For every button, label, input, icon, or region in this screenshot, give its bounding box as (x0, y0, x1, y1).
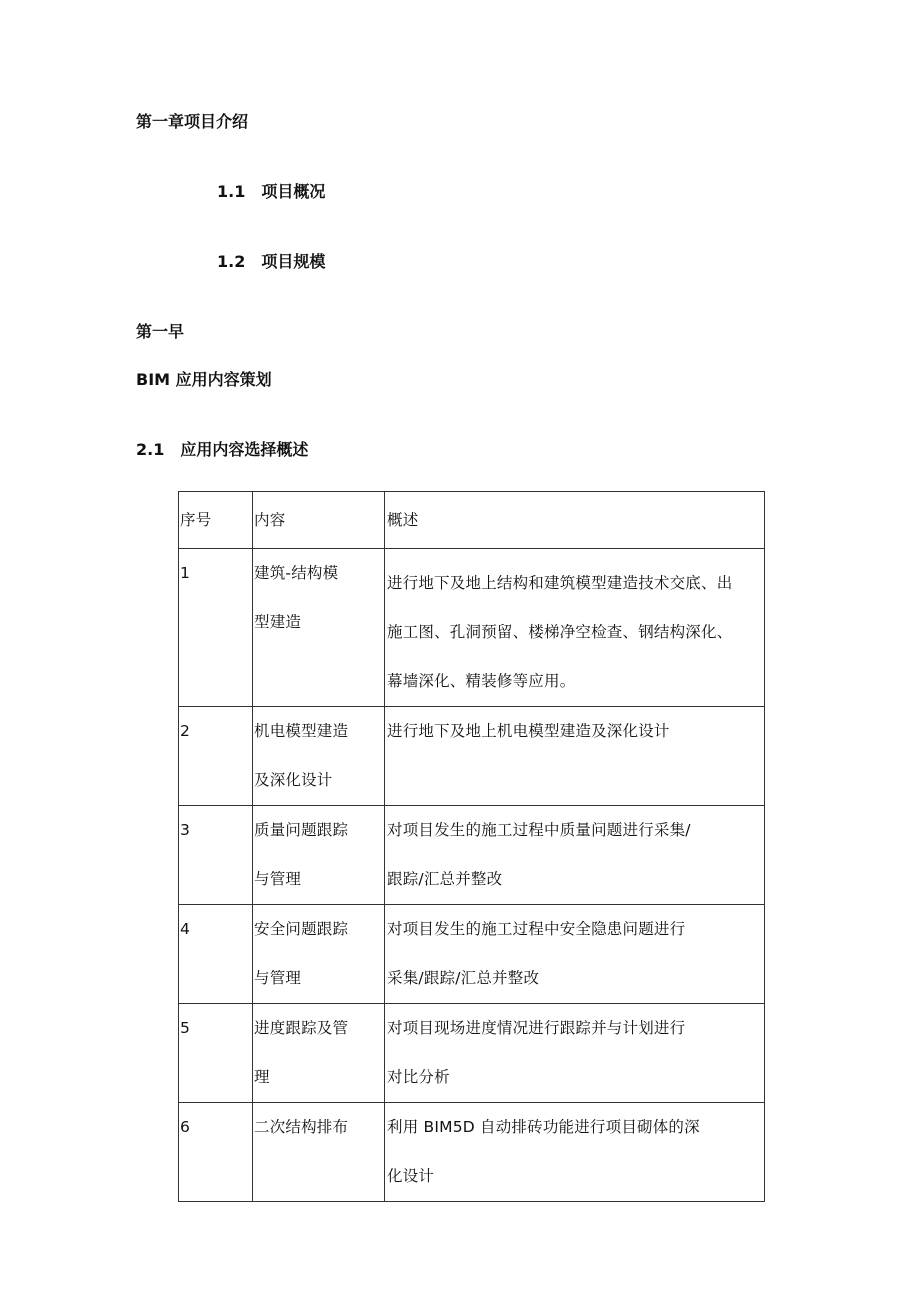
table-header-row (179, 492, 765, 549)
section-1-1-heading (217, 182, 325, 202)
cell-content: 进度跟踪及管 理 (253, 1004, 385, 1103)
application-content-table (178, 491, 765, 1202)
cell-no: 2 (179, 707, 253, 806)
table-row (179, 806, 765, 905)
cell-desc: 对项目现场进度情况进行跟踪并与计划进行 对比分析 (385, 1004, 765, 1103)
cell-desc: 进行地下及地上结构和建筑模型建造技术交底、出 施工图、孔洞预留、楼梯净空检查、钢结构深化、 幕墙深化、精装修等应用。 (385, 549, 765, 707)
cell-no: 3 (179, 806, 253, 905)
cell-content: 机电模型建造 及深化设计 (253, 707, 385, 806)
cell-desc: 对项目发生的施工过程中安全隐患问题进行 采集/跟踪/汇总并整改 (385, 905, 765, 1004)
section-title: 项目概况 (261, 182, 326, 201)
table-row (179, 1103, 765, 1202)
cell-content: 质量问题跟踪 与管理 (253, 806, 385, 905)
section-number: 1.2 (217, 252, 246, 271)
section-1-2-heading (217, 252, 325, 272)
cell-no: 6 (179, 1103, 253, 1202)
cell-no: 5 (179, 1004, 253, 1103)
table-row (179, 1004, 765, 1103)
section-2-1-heading (136, 440, 308, 460)
header-cell-desc: 概述 (385, 492, 765, 549)
cell-content: 二次结构排布 (253, 1103, 385, 1202)
table-row (179, 549, 765, 707)
chapter-2-heading: 第一早 (136, 322, 185, 341)
header-cell-no: 序号 (179, 492, 253, 549)
chapter-2-title: BIM 应用内容策划 (136, 370, 272, 389)
table-row (179, 905, 765, 1004)
section-title: 项目规模 (261, 252, 326, 271)
cell-desc: 利用 BIM5D 自动排砖功能进行项目砌体的深 化设计 (385, 1103, 765, 1202)
cell-desc: 对项目发生的施工过程中质量问题进行采集/ 跟踪/汇总并整改 (385, 806, 765, 905)
cell-no: 1 (179, 549, 253, 707)
section-number: 2.1 (136, 440, 165, 459)
section-number: 1.1 (217, 182, 246, 201)
table-row (179, 707, 765, 806)
cell-no: 4 (179, 905, 253, 1004)
chapter-1-heading: 第一章项目介绍 (136, 112, 249, 131)
cell-desc: 进行地下及地上机电模型建造及深化设计 (385, 707, 765, 806)
cell-content: 安全问题跟踪 与管理 (253, 905, 385, 1004)
cell-content: 建筑-结构模 型建造 (253, 549, 385, 707)
section-title: 应用内容选择概述 (180, 440, 309, 459)
header-cell-content: 内容 (253, 492, 385, 549)
